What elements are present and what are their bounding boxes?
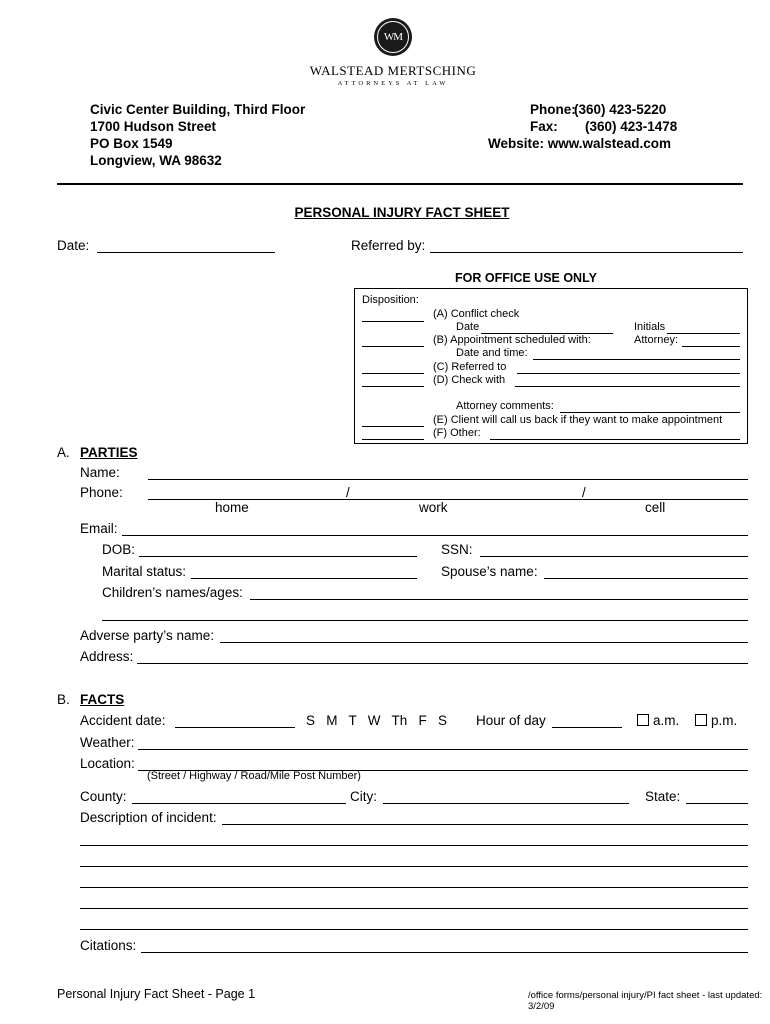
firm-name: WALSTEAD MERTSCHING	[309, 63, 477, 78]
county-label: County:	[80, 789, 127, 804]
conflict-check-label: (A) Conflict check	[433, 308, 520, 320]
disposition-c-field[interactable]	[362, 373, 424, 374]
initials-label: Initials	[634, 321, 666, 333]
facts-letter: B.	[57, 692, 70, 707]
website: Website: www.walstead.com	[488, 136, 672, 151]
disposition-d-field[interactable]	[362, 386, 424, 387]
address-field[interactable]	[137, 663, 748, 664]
email-field[interactable]	[122, 535, 748, 536]
firm-logo	[374, 18, 412, 56]
page-title: PERSONAL INJURY FACT SHEET	[294, 205, 510, 220]
attorney-label: Attorney:	[634, 334, 679, 346]
citations-field[interactable]	[141, 952, 748, 953]
state-field[interactable]	[686, 803, 748, 804]
weather-label: Weather:	[80, 735, 135, 750]
referred-by-field[interactable]	[430, 252, 743, 253]
county-field[interactable]	[132, 803, 346, 804]
office-use-heading: FOR OFFICE USE ONLY	[455, 271, 597, 285]
am-label: a.m.	[653, 713, 680, 728]
am-checkbox[interactable]	[637, 714, 649, 726]
adverse-party-label: Adverse party’s name:	[80, 628, 215, 643]
disposition-a-field[interactable]	[362, 321, 424, 322]
ssn-field[interactable]	[480, 556, 748, 557]
city-label: City:	[350, 789, 377, 804]
pm-label: p.m.	[711, 713, 738, 728]
children-field-2[interactable]	[102, 620, 748, 621]
check-with-label: (D) Check with	[433, 374, 506, 386]
address-line-2: 1700 Hudson Street	[90, 119, 217, 134]
citations-label: Citations:	[80, 938, 137, 953]
facts-heading: FACTS	[80, 692, 125, 707]
description-field-6[interactable]	[80, 929, 748, 930]
date-label: Date:	[57, 238, 90, 253]
attorney-comments-field[interactable]	[560, 412, 740, 413]
firm-address	[90, 101, 305, 169]
disposition-e-field[interactable]	[362, 426, 424, 427]
footer-page-label: Personal Injury Fact Sheet - Page 1	[57, 987, 256, 1001]
date-field[interactable]	[97, 252, 275, 253]
footer-file-path: /office forms/personal injury/PI fact sheet - last updated: 3/2/09	[528, 990, 763, 1012]
header-divider	[57, 183, 743, 185]
description-field-2[interactable]	[80, 845, 748, 846]
spouse-name-field[interactable]	[544, 578, 748, 579]
address-label: Address:	[80, 649, 134, 664]
location-hint: (Street / Highway / Road/Mile Post Number)	[147, 770, 361, 782]
work-phone-label: work	[419, 500, 448, 515]
date-time-label: Date and time:	[456, 347, 528, 359]
attorney-field[interactable]	[682, 346, 740, 347]
phone-number: (360) 423-5220	[574, 102, 667, 117]
description-field-4[interactable]	[80, 887, 748, 888]
adverse-party-field[interactable]	[220, 642, 748, 643]
pm-option[interactable]	[695, 713, 737, 728]
marital-status-label: Marital status:	[102, 564, 187, 579]
email-label: Email:	[80, 521, 118, 536]
pm-checkbox[interactable]	[695, 714, 707, 726]
attorney-comments-label: Attorney comments:	[456, 400, 554, 412]
ssn-label: SSN:	[441, 542, 473, 557]
conflict-date-label: Date	[456, 321, 480, 333]
marital-status-field[interactable]	[191, 578, 417, 579]
description-field-5[interactable]	[80, 908, 748, 909]
dob-field[interactable]	[139, 556, 417, 557]
disposition-b-field[interactable]	[362, 346, 424, 347]
day-of-week-options[interactable]: S M T W Th F S	[306, 713, 448, 728]
fax-number: (360) 423-1478	[585, 119, 678, 134]
accident-date-field[interactable]	[175, 727, 295, 728]
check-with-field[interactable]	[515, 386, 740, 387]
hour-of-day-label: Hour of day	[476, 713, 546, 728]
children-label: Children’s names/ages:	[102, 585, 243, 600]
phone-label: Phone:	[80, 485, 123, 500]
other-field[interactable]	[490, 439, 740, 440]
name-field[interactable]	[148, 479, 748, 480]
dob-label: DOB:	[102, 542, 136, 557]
other-label: (F) Other:	[433, 427, 481, 439]
hour-of-day-field[interactable]	[552, 727, 622, 728]
location-label: Location:	[80, 756, 135, 771]
disposition-label: Disposition:	[362, 294, 419, 306]
weather-field[interactable]	[138, 749, 748, 750]
children-field[interactable]	[250, 599, 748, 600]
address-line-1: Civic Center Building, Third Floor	[90, 102, 306, 117]
firm-contact	[488, 101, 677, 152]
phone-label: Phone:	[530, 102, 576, 117]
am-option[interactable]	[637, 713, 679, 728]
referred-to-label: (C) Referred to	[433, 361, 507, 373]
description-label: Description of incident:	[80, 810, 217, 825]
referred-to-field[interactable]	[517, 373, 740, 374]
phone-separator: /	[346, 485, 350, 500]
cell-phone-label: cell	[645, 500, 666, 515]
accident-date-label: Accident date:	[80, 713, 166, 728]
state-label: State:	[645, 789, 681, 804]
referred-by-label: Referred by:	[351, 238, 426, 253]
client-callback-label: (E) Client will call us back if they want to make appointment	[433, 414, 723, 426]
description-field[interactable]	[222, 824, 748, 825]
parties-letter: A.	[57, 445, 70, 460]
parties-heading: PARTIES	[80, 445, 138, 460]
fax-label: Fax:	[530, 119, 558, 134]
spouse-name-label: Spouse’s name:	[441, 564, 538, 579]
firm-subtitle: ATTORNEYS AT LAW	[337, 80, 449, 87]
description-field-3[interactable]	[80, 866, 748, 867]
address-line-3: PO Box 1549	[90, 136, 173, 151]
city-field[interactable]	[383, 803, 629, 804]
name-label: Name:	[80, 465, 120, 480]
date-time-field[interactable]	[533, 359, 740, 360]
address-line-4: Longview, WA 98632	[90, 153, 222, 168]
appointment-label: (B) Appointment scheduled with:	[433, 334, 591, 346]
phone-separator: /	[582, 485, 586, 500]
home-phone-label: home	[215, 500, 249, 515]
disposition-f-field[interactable]	[362, 439, 424, 440]
logo-monogram: WM	[377, 21, 409, 53]
